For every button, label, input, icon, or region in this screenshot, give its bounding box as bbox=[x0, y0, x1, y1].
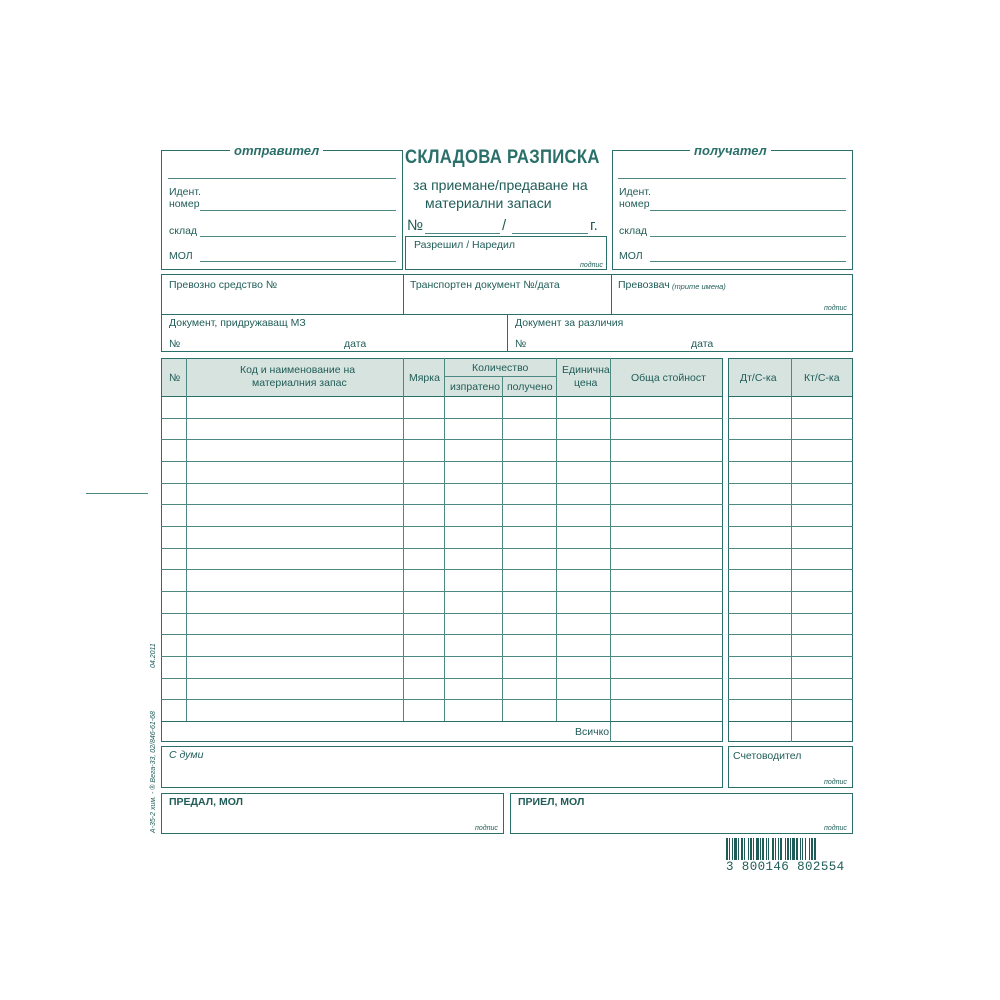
qty-header-split bbox=[444, 376, 556, 377]
table-row[interactable] bbox=[161, 548, 723, 549]
carrier-signature: подпис bbox=[824, 305, 847, 312]
col-div-unit bbox=[403, 358, 404, 721]
accompanying-doc-label: Документ, придружаващ МЗ bbox=[169, 317, 306, 329]
account-row[interactable] bbox=[728, 634, 853, 635]
col-received-header: получено bbox=[507, 381, 553, 393]
col-code-header-1: Код и наименование на bbox=[240, 364, 356, 376]
account-total-top bbox=[728, 721, 853, 722]
total-label: Всичко bbox=[575, 726, 610, 738]
col-credit-header: Кт/С-ка bbox=[804, 372, 840, 384]
receiver-mol-field[interactable] bbox=[650, 261, 846, 262]
diff-date-label: дата bbox=[691, 338, 714, 350]
received-label: ПРИЕЛ, МОЛ bbox=[518, 796, 585, 808]
in-words-box[interactable] bbox=[161, 746, 723, 788]
handed-label: ПРЕДАЛ, МОЛ bbox=[169, 796, 243, 808]
table-row[interactable] bbox=[161, 678, 723, 679]
sender-title: отправител bbox=[230, 143, 323, 158]
col-div-price bbox=[556, 358, 557, 721]
account-row[interactable] bbox=[728, 678, 853, 679]
sender-mol-label: МОЛ bbox=[169, 250, 193, 262]
sender-id-label-2: номер bbox=[169, 198, 200, 210]
document-subtitle-1: за приемане/предаване на bbox=[413, 177, 588, 193]
col-qty-header: Количество bbox=[472, 362, 529, 374]
margin-mark bbox=[86, 493, 148, 494]
table-row[interactable] bbox=[161, 569, 723, 570]
carrier-label: Превозвач bbox=[618, 279, 670, 291]
carrier-note: (трите имена) bbox=[672, 282, 726, 291]
col-div-total bbox=[610, 358, 611, 742]
handed-signature: подпис bbox=[475, 825, 498, 832]
table-row[interactable] bbox=[161, 634, 723, 635]
account-row[interactable] bbox=[728, 613, 853, 614]
table-row[interactable] bbox=[161, 439, 723, 440]
side-date-code: 04.2011 bbox=[150, 643, 157, 668]
account-row[interactable] bbox=[728, 699, 853, 700]
col-div-sent bbox=[444, 358, 445, 721]
items-table bbox=[161, 358, 723, 742]
col-total-header: Обща стойност bbox=[631, 372, 706, 384]
receiver-warehouse-field[interactable] bbox=[650, 236, 846, 237]
receiver-mol-label: МОЛ bbox=[619, 250, 643, 262]
number-slash: / bbox=[502, 217, 507, 234]
permitted-signature: подпис bbox=[580, 262, 603, 269]
col-debit-header: Дт/С-ка bbox=[740, 372, 777, 384]
transport-vdiv-2 bbox=[611, 274, 612, 314]
col-div-code bbox=[186, 358, 187, 721]
diff-doc-label: Документ за различия bbox=[515, 317, 624, 329]
total-row-top bbox=[161, 721, 723, 722]
transport-vdiv-3 bbox=[507, 314, 508, 352]
transport-vdiv-1 bbox=[403, 274, 404, 314]
sender-warehouse-field[interactable] bbox=[200, 236, 396, 237]
number-sign: № bbox=[407, 217, 424, 234]
receiver-title: получател bbox=[690, 143, 771, 158]
accompanying-no-label: № bbox=[169, 338, 181, 350]
side-print-info: А-35-2 хим. - ® Вега-33, 02/846-61-68 bbox=[150, 711, 157, 833]
col-price-header-1: Единична bbox=[562, 364, 610, 376]
col-price-header-2: цена bbox=[574, 377, 598, 389]
account-row[interactable] bbox=[728, 591, 853, 592]
vehicle-label: Превозно средство № bbox=[169, 279, 278, 291]
table-row[interactable] bbox=[161, 483, 723, 484]
accountant-signature: подпис bbox=[824, 779, 847, 786]
in-words-label: С думи bbox=[169, 749, 204, 761]
document-subtitle-2: материални запаси bbox=[425, 195, 552, 211]
receiver-warehouse-label: склад bbox=[619, 225, 648, 237]
accompanying-date-label: дата bbox=[344, 338, 367, 350]
receiver-id-label: Идент. bbox=[619, 186, 651, 198]
table-row[interactable] bbox=[161, 418, 723, 419]
doc-year-field[interactable] bbox=[512, 233, 588, 234]
account-row[interactable] bbox=[728, 461, 853, 462]
receiver-id-label-2: номер bbox=[619, 198, 650, 210]
document-title: СКЛАДОВА РАЗПИСКА bbox=[405, 147, 600, 168]
sender-id-field[interactable] bbox=[200, 210, 396, 211]
table-row[interactable] bbox=[161, 504, 723, 505]
barcode-digits: 3 800146 802554 bbox=[726, 860, 845, 874]
year-label: г. bbox=[590, 217, 598, 234]
account-row[interactable] bbox=[728, 439, 853, 440]
table-row[interactable] bbox=[161, 591, 723, 592]
barcode-icon bbox=[724, 838, 854, 862]
diff-no-label: № bbox=[515, 338, 527, 350]
table-row[interactable] bbox=[161, 461, 723, 462]
received-signature: подпис bbox=[824, 825, 847, 832]
receiver-id-field[interactable] bbox=[650, 210, 846, 211]
table-row[interactable] bbox=[161, 613, 723, 614]
table-row[interactable] bbox=[161, 699, 723, 700]
transport-doc-label: Транспортен документ №/дата bbox=[410, 279, 560, 291]
account-row[interactable] bbox=[728, 418, 853, 419]
account-row[interactable] bbox=[728, 526, 853, 527]
account-row[interactable] bbox=[728, 548, 853, 549]
doc-number-field[interactable] bbox=[425, 233, 500, 234]
col-div-credit bbox=[791, 358, 792, 742]
permitted-label: Разрешил / Наредил bbox=[414, 239, 516, 251]
table-header-bottom bbox=[161, 396, 723, 397]
col-no-header: № bbox=[169, 372, 181, 384]
col-sent-header: изпратено bbox=[450, 381, 500, 393]
sender-mol-field[interactable] bbox=[200, 261, 396, 262]
col-code-header-2: материалния запас bbox=[252, 377, 347, 389]
col-unit-header: Мярка bbox=[409, 372, 440, 384]
sender-warehouse-label: склад bbox=[169, 225, 198, 237]
sender-line-1 bbox=[168, 178, 396, 179]
account-row[interactable] bbox=[728, 504, 853, 505]
account-row[interactable] bbox=[728, 656, 853, 657]
accountant-label: Счетоводител bbox=[733, 750, 802, 762]
account-row[interactable] bbox=[728, 483, 853, 484]
table-row[interactable] bbox=[161, 526, 723, 527]
table-row[interactable] bbox=[161, 656, 723, 657]
receiver-line-1 bbox=[618, 178, 846, 179]
sender-id-label: Идент. bbox=[169, 186, 201, 198]
account-row[interactable] bbox=[728, 569, 853, 570]
